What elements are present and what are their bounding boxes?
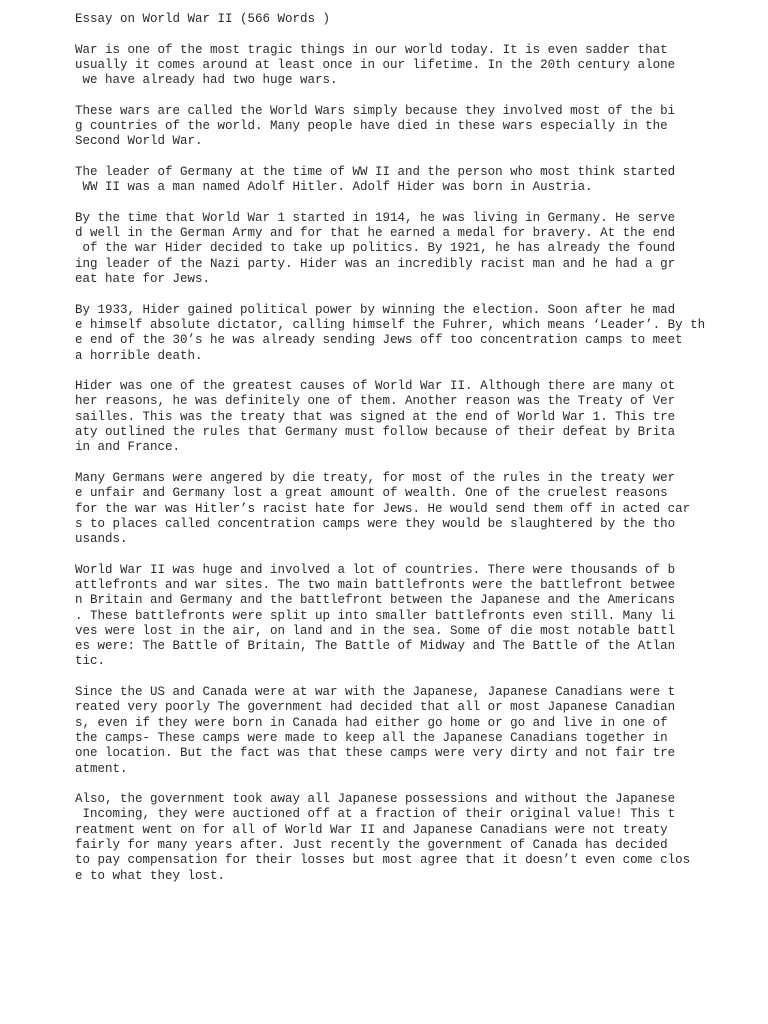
essay-title: Essay on World War II (566 Words ) — [75, 12, 331, 26]
text-line: her reasons, he was definitely one of them. Another reason was the Treaty of Ver — [75, 394, 676, 409]
text-line: we have already had two huge wars. — [75, 73, 338, 88]
paragraph — [75, 685, 755, 777]
text-line: n Britain and Germany and the battlefront between the Japanese and the Americans — [75, 593, 676, 608]
text-line: ing leader of the Nazi party. Hider was an incredibly racist man and he had a gr — [75, 256, 676, 271]
text-line: one location. But the fact was that these camps were very dirty and not fair tre — [75, 746, 676, 761]
text-line: ves were lost in the air, on land and in the sea. Some of die most notable battl — [75, 623, 676, 638]
text-line: attlefronts and war sites. The two main battlefronts were the battlefront betwee — [75, 577, 676, 592]
text-line: s to places called concentration camps were they would be slaughtered by the tho — [75, 516, 676, 531]
text-line: g countries of the world. Many people have died in these wars especially in the — [75, 119, 668, 134]
paragraph — [75, 104, 755, 150]
paragraph — [75, 792, 755, 884]
text-line: tic. — [75, 654, 106, 669]
paragraph — [75, 43, 755, 89]
paragraph — [75, 471, 755, 547]
text-line: atment. — [75, 761, 128, 776]
text-line: usually it comes around at least once in our lifetime. In the 20th century alone — [75, 57, 676, 72]
paragraph — [75, 211, 755, 287]
paragraph — [75, 165, 755, 196]
text-line: World War II was huge and involved a lot of countries. There were thousands of b — [75, 562, 676, 577]
text-line: usands. — [75, 532, 128, 547]
paragraph — [75, 379, 755, 455]
paragraph — [75, 563, 755, 670]
text-line: e end of the 30’s he was already sending Jews off too concentration camps to meet — [75, 333, 683, 348]
text-line: to pay compensation for their losses but most agree that it doesn’t even come clos — [75, 853, 691, 868]
text-line: Hider was one of the greatest causes of World War II. Although there are many ot — [75, 379, 676, 394]
text-line: These wars are called the World Wars simply because they involved most of the bi — [75, 103, 676, 118]
text-line: d well in the German Army and for that he earned a medal for bravery. At the end — [75, 226, 676, 241]
text-line: sailles. This was the treaty that was signed at the end of World War 1. This tre — [75, 409, 676, 424]
text-line: By the time that World War 1 started in 1914, he was living in Germany. He serve — [75, 210, 676, 225]
text-line: Also, the government took away all Japanese possessions and without the Japanese — [75, 792, 676, 807]
text-line: reated very poorly The government had decided that all or most Japanese Canadian — [75, 700, 676, 715]
text-line: The leader of Germany at the time of WW II and the person who most think started — [75, 164, 676, 179]
text-line: es were: The Battle of Britain, The Battle of Midway and The Battle of the Atlan — [75, 639, 676, 654]
text-line: e to what they lost. — [75, 868, 226, 883]
text-line: fairly for many years after. Just recently the government of Canada has decided — [75, 838, 668, 853]
text-line: Many Germans were angered by die treaty, for most of the rules in the treaty wer — [75, 470, 676, 485]
text-line: eat hate for Jews. — [75, 272, 211, 287]
paragraph — [75, 303, 755, 364]
text-line: Since the US and Canada were at war with the Japanese, Japanese Canadians were t — [75, 685, 676, 700]
essay-body — [75, 43, 755, 884]
text-line: of the war Hider decided to take up politics. By 1921, he has already the found — [75, 241, 676, 256]
text-line: WW II was a man named Adolf Hitler. Adolf Hider was born in Austria. — [75, 180, 593, 195]
text-line: a horrible death. — [75, 348, 203, 363]
text-line: the camps- These camps were made to keep all the Japanese Canadians together in — [75, 730, 668, 745]
text-line: for the war was Hitler’s racist hate for Jews. He would send them off in acted car — [75, 501, 691, 516]
text-line: s, even if they were born in Canada had either go home or go and live in one of — [75, 715, 668, 730]
essay-document — [75, 12, 755, 899]
text-line: Incoming, they were auctioned off at a fraction of their original value! This t — [75, 807, 676, 822]
text-line: in and France. — [75, 440, 181, 455]
text-line: aty outlined the rules that Germany must follow because of their defeat by Brita — [75, 425, 676, 440]
text-line: By 1933, Hider gained political power by winning the election. Soon after he mad — [75, 302, 676, 317]
text-line: . These battlefronts were split up into smaller battlefronts even still. Many li — [75, 608, 676, 623]
text-line: Second World War. — [75, 134, 203, 149]
text-line: reatment went on for all of World War II and Japanese Canadians were not treaty — [75, 822, 668, 837]
text-line: e unfair and Germany lost a great amount of wealth. One of the cruelest reasons — [75, 486, 668, 501]
text-line: e himself absolute dictator, calling himself the Fuhrer, which means ‘Leader’. By th — [75, 317, 706, 332]
text-line: War is one of the most tragic things in our world today. It is even sadder that — [75, 42, 668, 57]
